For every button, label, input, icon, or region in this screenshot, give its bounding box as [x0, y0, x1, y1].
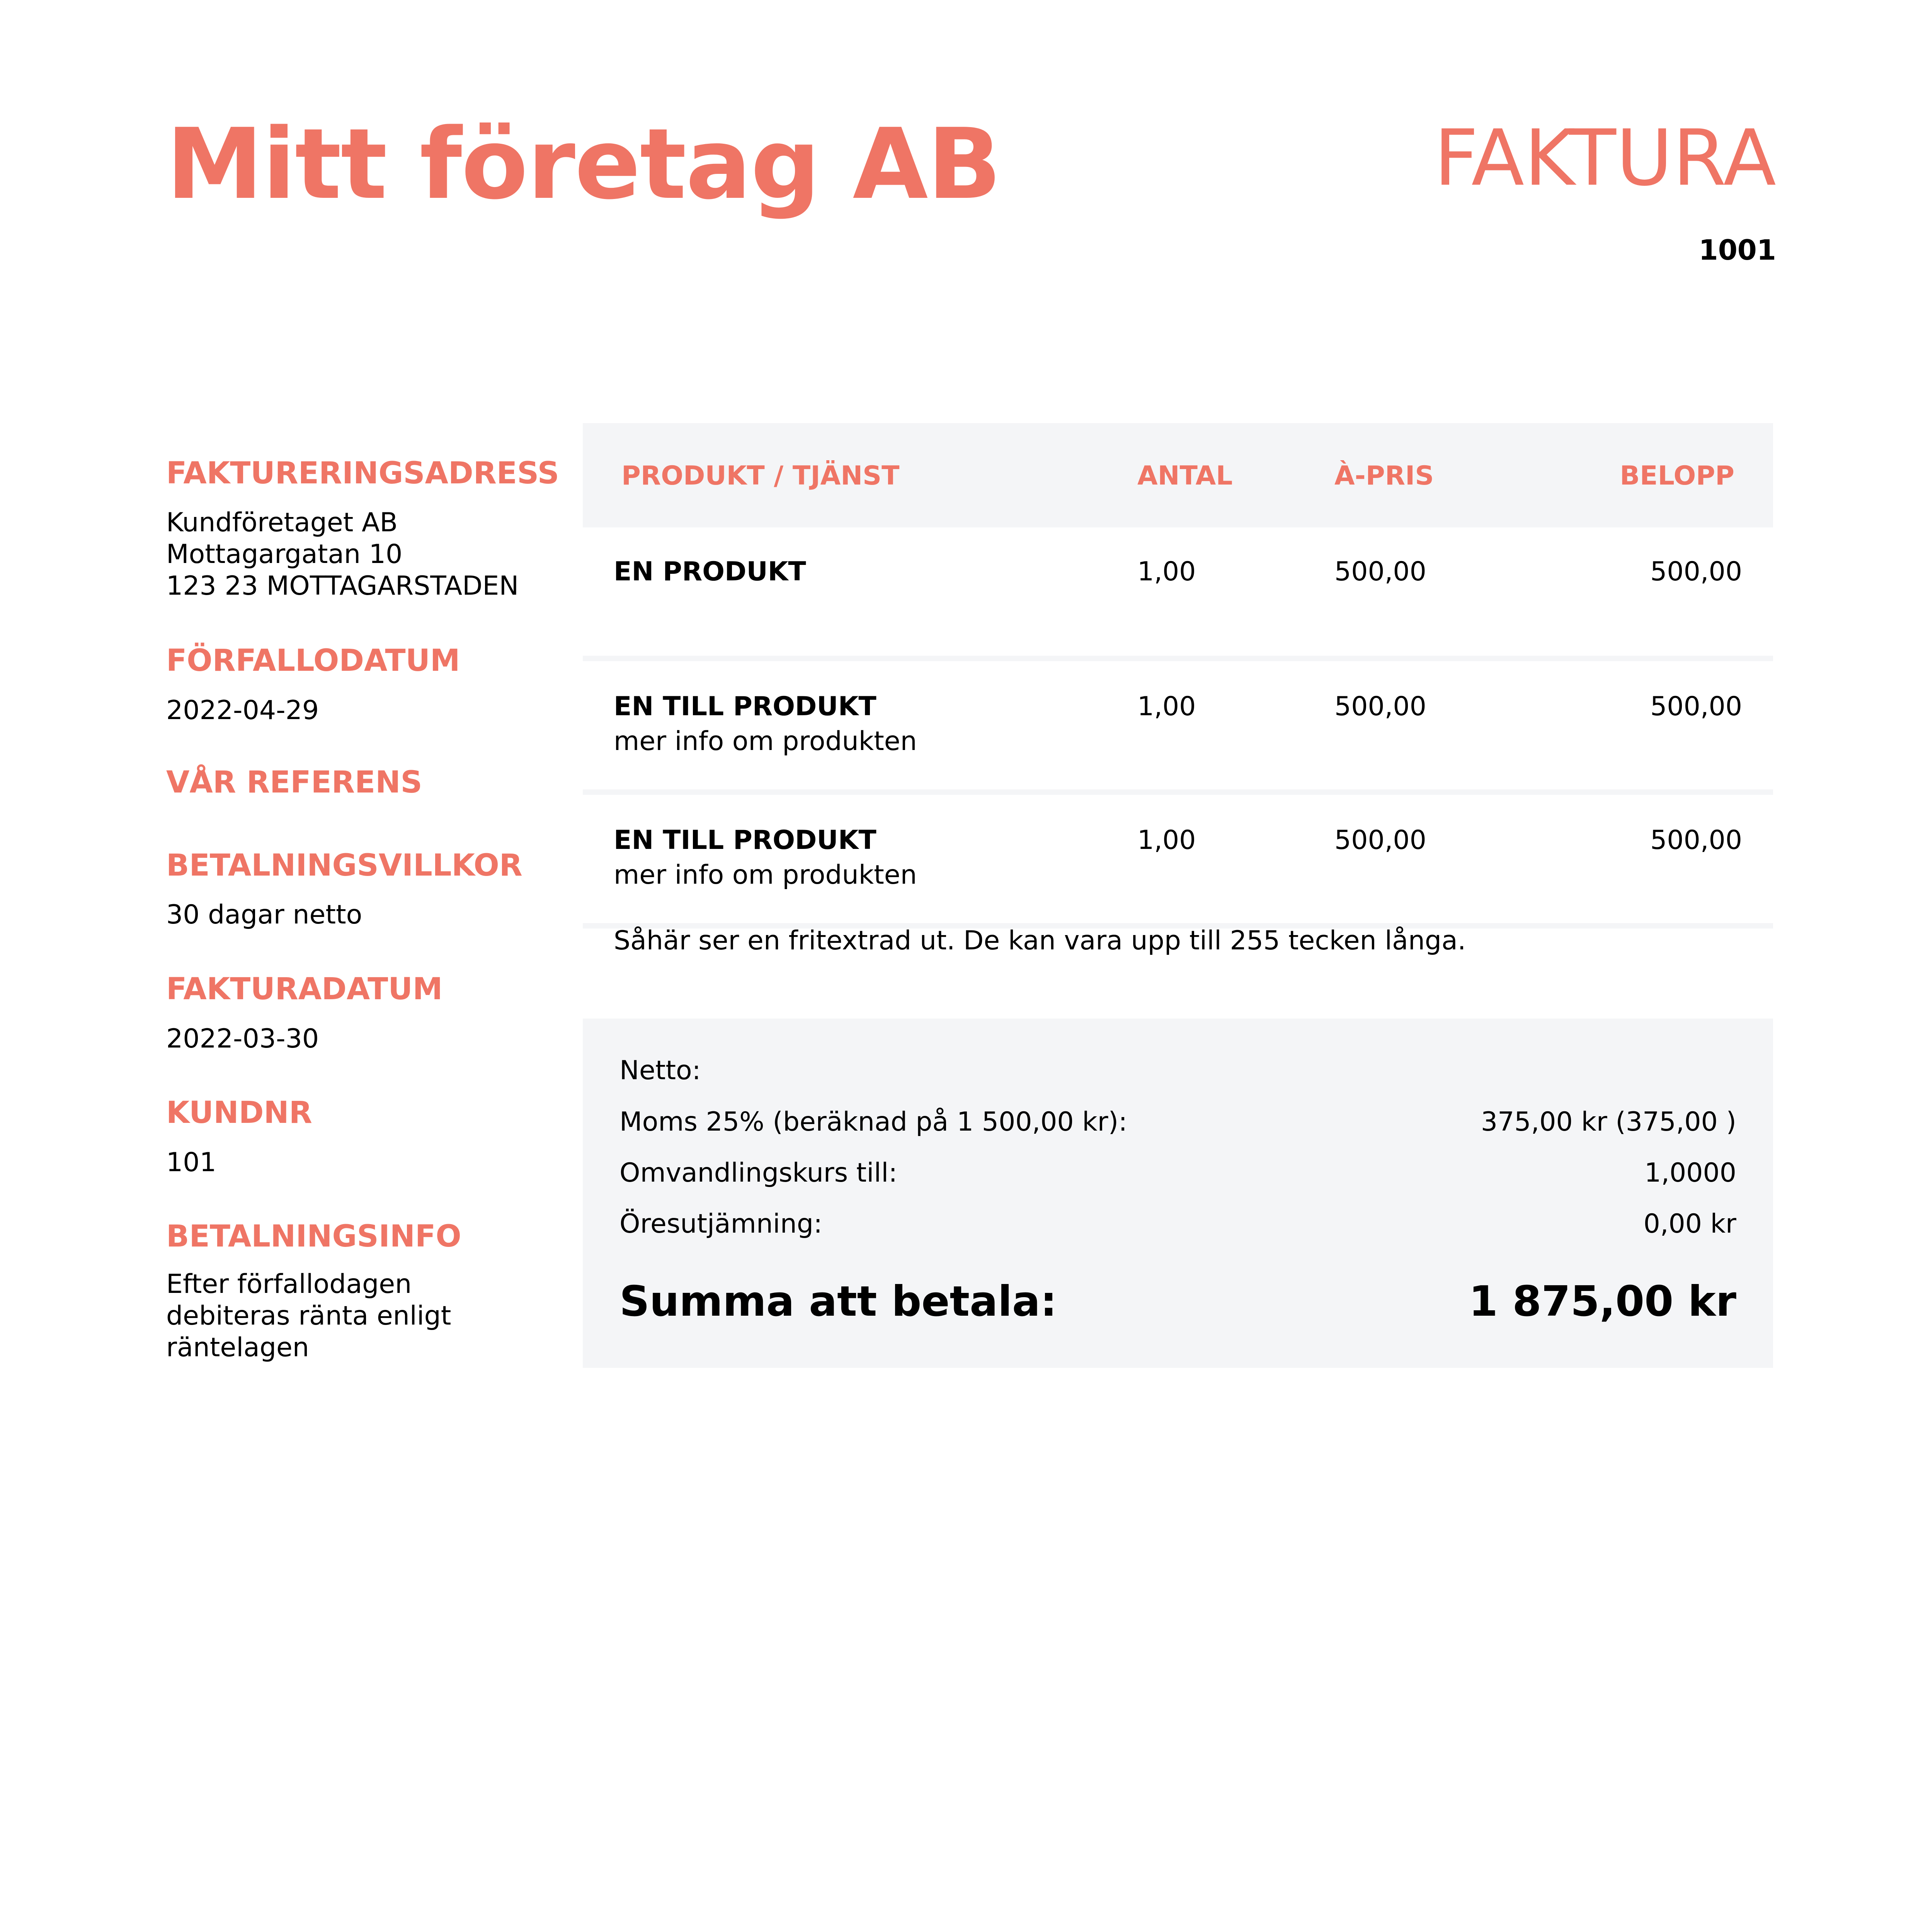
payment-info-line: räntelagen	[166, 1332, 309, 1363]
invoice-date-label: FAKTURADATUM	[166, 972, 443, 1007]
payment-info-line: debiteras ränta enligt	[166, 1301, 451, 1331]
invoice-summary	[583, 1019, 1773, 1368]
rounding-label: Öresutjämning:	[619, 1209, 822, 1239]
item-name: EN TILL PRODUKT	[614, 691, 876, 722]
item-quantity: 1,00	[1137, 556, 1196, 587]
invoice-date-value: 2022-03-30	[166, 1024, 319, 1054]
item-quantity: 1,00	[1137, 825, 1196, 855]
item-name: EN TILL PRODUKT	[614, 825, 876, 855]
item-unit-price: 500,00	[1334, 556, 1426, 587]
table-row	[583, 527, 1773, 661]
vat-value: 375,00 kr (375,00 )	[1481, 1107, 1736, 1137]
column-header-amount: BELOPP	[1620, 461, 1734, 491]
invoice-number: 1001	[1698, 234, 1776, 266]
item-unit-price: 500,00	[1334, 691, 1426, 722]
item-amount: 500,00	[1650, 691, 1742, 722]
rounding-value: 0,00 kr	[1643, 1209, 1736, 1239]
our-reference-label: VÅR REFERENS	[166, 765, 422, 800]
item-quantity: 1,00	[1137, 691, 1196, 722]
exchange-rate-label: Omvandlingskurs till:	[619, 1158, 898, 1188]
customer-number-value: 101	[166, 1147, 216, 1178]
due-date-value: 2022-04-29	[166, 695, 319, 726]
payment-info-label: BETALNINGSINFO	[166, 1219, 461, 1254]
total-label: Summa att betala:	[619, 1277, 1057, 1326]
exchange-rate-value: 1,0000	[1644, 1158, 1736, 1188]
free-text-line: Såhär ser en fritextrad ut. De kan vara upp till 255 tecken långa.	[614, 925, 1466, 956]
customer-number-label: KUNDNR	[166, 1095, 312, 1130]
billing-address-line: 123 23 MOTTAGARSTADEN	[166, 571, 519, 601]
column-header-product: PRODUKT / TJÄNST	[621, 461, 900, 491]
billing-address-label: FAKTURERINGSADRESS	[166, 456, 559, 491]
total-value: 1 875,00 kr	[1469, 1277, 1736, 1326]
column-header-unit-price: À-PRIS	[1334, 461, 1434, 491]
billing-address-line: Kundföretaget AB	[166, 507, 398, 538]
table-header	[583, 423, 1773, 527]
item-description: mer info om produkten	[614, 726, 917, 757]
due-date-label: FÖRFALLODATUM	[166, 643, 460, 678]
item-amount: 500,00	[1650, 825, 1742, 855]
vat-label: Moms 25% (beräknad på 1 500,00 kr):	[619, 1107, 1128, 1137]
table-row	[583, 661, 1773, 795]
billing-address-line: Mottagargatan 10	[166, 539, 403, 570]
table-row	[583, 795, 1773, 929]
payment-info-line: Efter förfallodagen	[166, 1269, 412, 1299]
item-unit-price: 500,00	[1334, 825, 1426, 855]
item-description: mer info om produkten	[614, 860, 917, 890]
item-amount: 500,00	[1650, 556, 1742, 587]
column-header-quantity: ANTAL	[1137, 461, 1233, 491]
company-name-heading: Mitt företag AB	[166, 108, 1001, 221]
item-name: EN PRODUKT	[614, 556, 806, 587]
payment-terms-value: 30 dagar netto	[166, 900, 362, 930]
netto-label: Netto:	[619, 1055, 701, 1086]
payment-terms-label: BETALNINGSVILLKOR	[166, 848, 522, 883]
document-title: FAKTURA	[1434, 113, 1776, 203]
